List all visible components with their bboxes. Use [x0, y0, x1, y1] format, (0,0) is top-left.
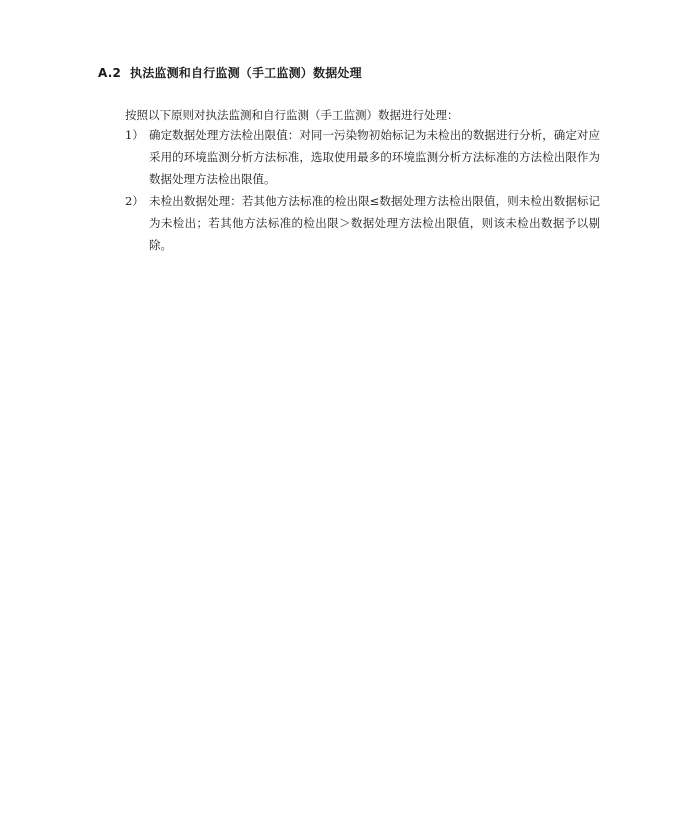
- intro-paragraph: 按照以下原则对执法监测和自行监测（手工监测）数据进行处理：: [125, 108, 459, 122]
- list-item-text: 确定数据处理方法检出限值：对同一污染物初始标记为未检出的数据进行分析，确定对应采用的环境监测分析方法标准，选取使用最多的环境监测分析方法标准的方法检出限作为数据处理方法检出限值。: [149, 128, 600, 186]
- list-item: [125, 124, 600, 190]
- list-item-marker: 1）: [125, 128, 144, 142]
- section-heading: [98, 64, 362, 81]
- list-item-marker: 2）: [125, 194, 144, 208]
- list-item: [125, 190, 600, 256]
- numbered-list: [125, 124, 600, 256]
- section-title: 执法监测和自行监测（手工监测）数据处理: [130, 66, 362, 80]
- section-number: A.2: [98, 66, 122, 80]
- list-item-text: 未检出数据处理：若其他方法标准的检出限≤数据处理方法检出限值，则未检出数据标记为未检出；若其他方法标准的检出限＞数据处理方法检出限值，则该未检出数据予以剔除。: [149, 194, 600, 252]
